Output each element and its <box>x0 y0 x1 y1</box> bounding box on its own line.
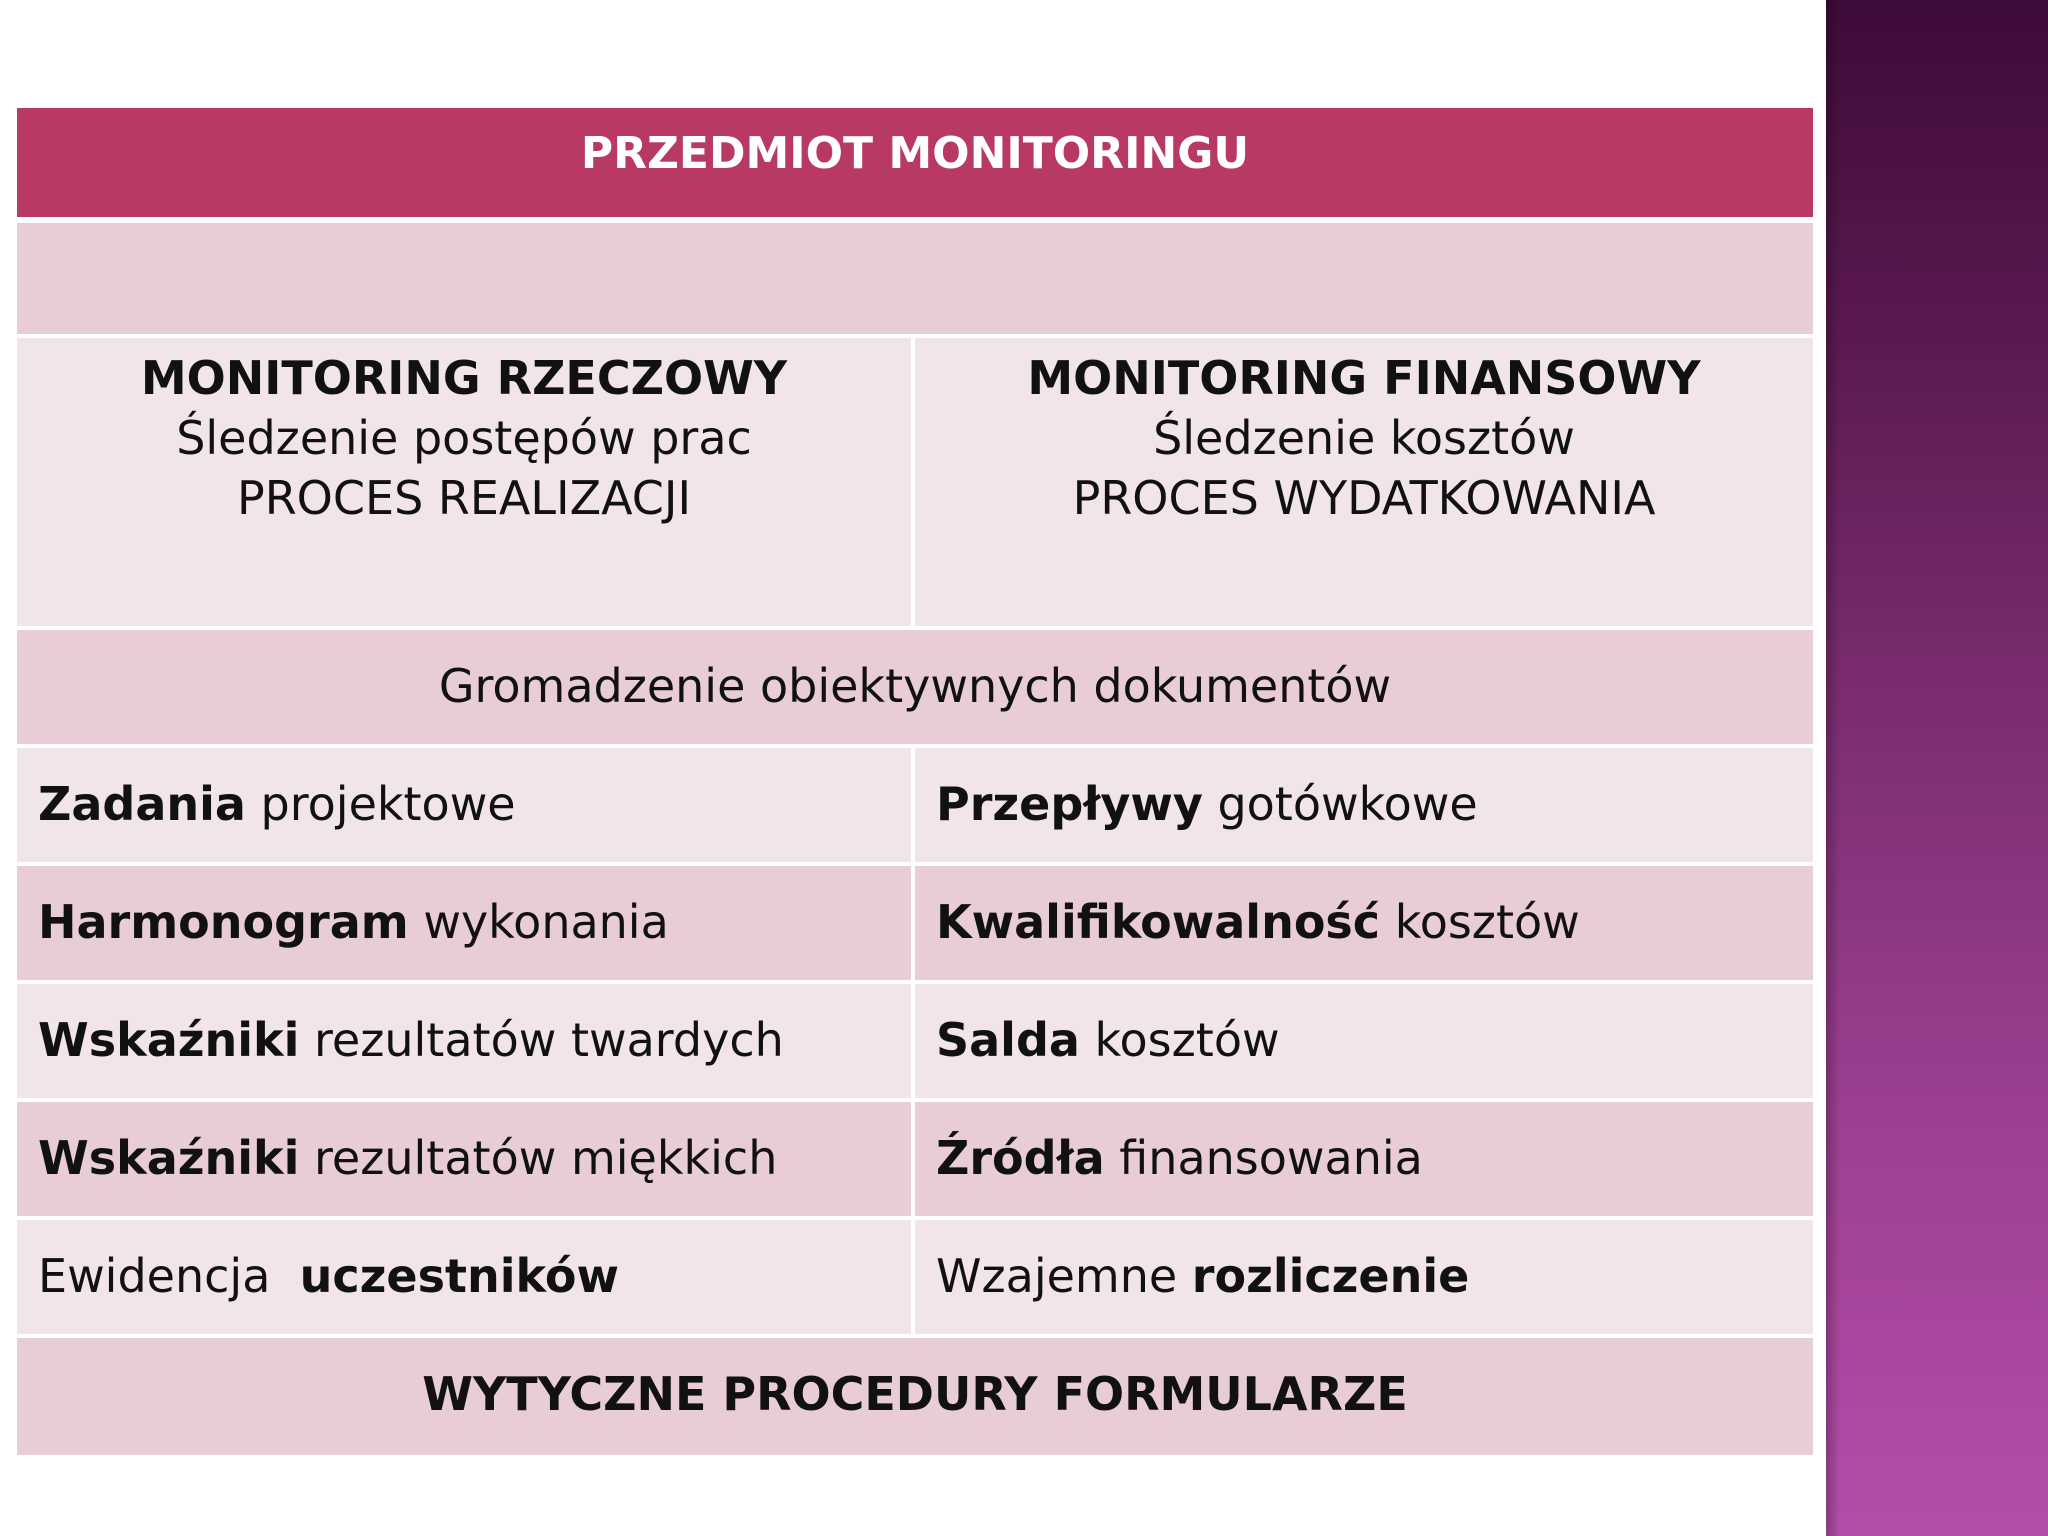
monitoring-table <box>17 108 1813 1455</box>
financial-monitoring-process: PROCES WYDATKOWANIA <box>1072 471 1656 525</box>
table-row <box>17 748 1813 866</box>
list-item-text: rezultatów miękkich <box>299 1131 778 1185</box>
list-item-text: finansowania <box>1104 1131 1423 1185</box>
list-item <box>915 984 1813 1102</box>
list-item-text: wykonania <box>408 895 669 949</box>
financial-monitoring-title: MONITORING FINANSOWY <box>1027 351 1701 405</box>
table-row <box>17 1220 1813 1338</box>
material-monitoring-cell <box>17 338 915 630</box>
table-row <box>17 984 1813 1102</box>
monitoring-types-row <box>17 338 1813 630</box>
footer-cell: WYTYCZNE PROCEDURY FORMULARZE <box>17 1338 1813 1455</box>
list-item-bold: rozliczenie <box>1191 1249 1470 1303</box>
list-item-bold: Zadania <box>38 777 246 831</box>
list-item-bold: Kwalifikowalność <box>936 895 1381 949</box>
decorative-side-band <box>1826 0 2048 1536</box>
list-item <box>915 866 1813 984</box>
list-item <box>17 984 915 1102</box>
list-item-text: rezultatów twardych <box>299 1013 784 1067</box>
documents-cell: Gromadzenie obiektywnych dokumentów <box>17 630 1813 748</box>
list-item <box>17 1220 915 1338</box>
list-item-text: gotówkowe <box>1202 777 1478 831</box>
list-item-text: kosztów <box>1079 1013 1280 1067</box>
list-item-bold: Źródła <box>936 1131 1105 1185</box>
list-item-text: Wzajemne <box>936 1249 1192 1303</box>
footer-row <box>17 1338 1813 1455</box>
blank-row <box>17 223 1813 338</box>
list-item-text: kosztów <box>1380 895 1580 949</box>
table-title: PRZEDMIOT MONITORINGU <box>17 108 1813 223</box>
table-row <box>17 866 1813 984</box>
list-item <box>17 748 915 866</box>
financial-monitoring-desc: Śledzenie kosztów <box>1153 411 1575 465</box>
list-item-bold: uczestników <box>299 1249 619 1303</box>
list-item-text: projektowe <box>245 777 516 831</box>
list-item <box>915 748 1813 866</box>
material-monitoring-desc: Śledzenie postępów prac <box>176 411 752 465</box>
list-item-bold: Harmonogram <box>38 895 409 949</box>
list-item-text: Ewidencja <box>38 1249 300 1303</box>
documents-row <box>17 630 1813 748</box>
list-item <box>17 866 915 984</box>
material-monitoring-title: MONITORING RZECZOWY <box>140 351 788 405</box>
list-item-bold: Wskaźniki <box>38 1013 300 1067</box>
list-item <box>17 1102 915 1220</box>
financial-monitoring-cell <box>915 338 1813 630</box>
material-monitoring-process: PROCES REALIZACJI <box>236 471 692 525</box>
list-item-bold: Przepływy <box>936 777 1203 831</box>
list-item-bold: Wskaźniki <box>38 1131 300 1185</box>
list-item-bold: Salda <box>936 1013 1080 1067</box>
blank-cell <box>17 223 1813 338</box>
table-row <box>17 1102 1813 1220</box>
list-item <box>915 1220 1813 1338</box>
table-header-row <box>17 108 1813 223</box>
list-item <box>915 1102 1813 1220</box>
